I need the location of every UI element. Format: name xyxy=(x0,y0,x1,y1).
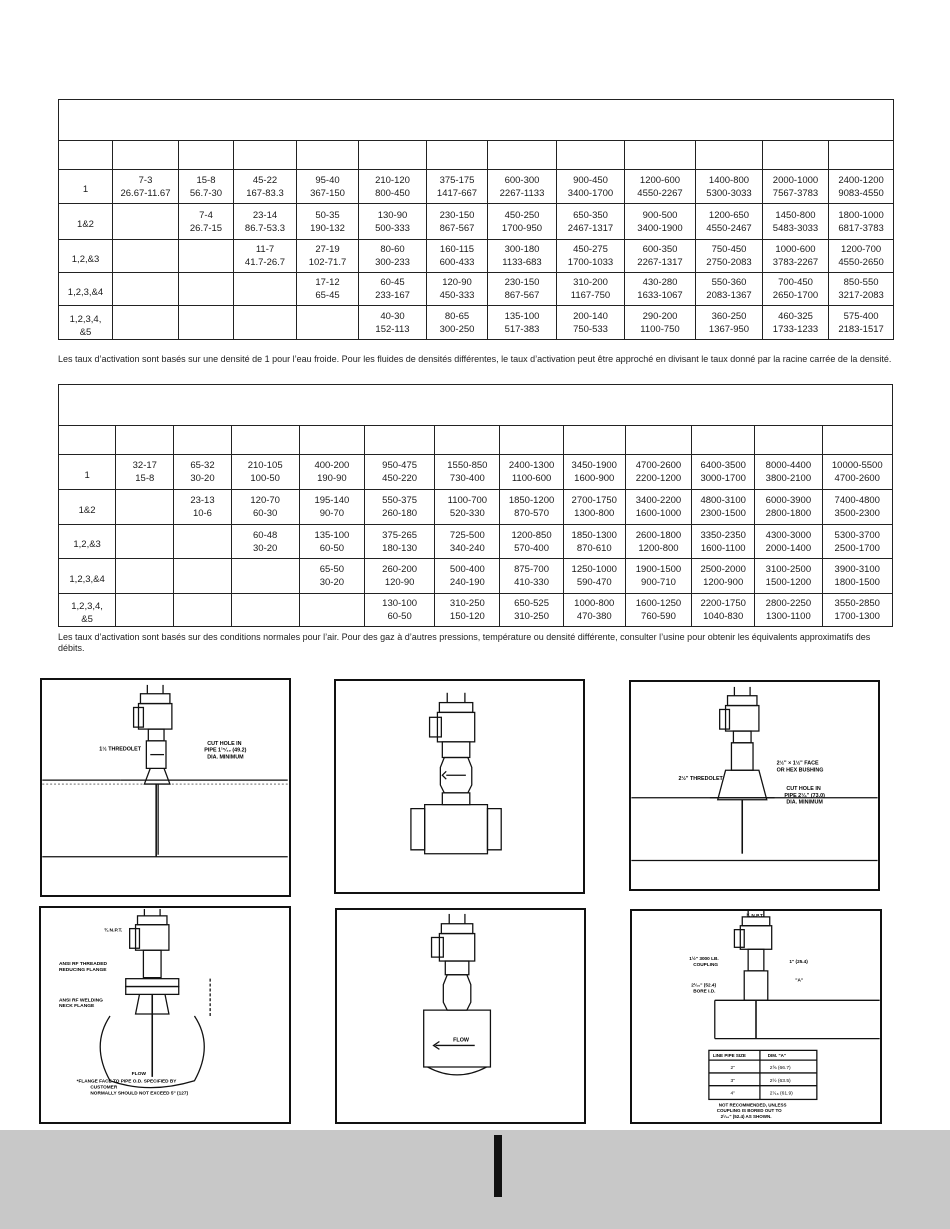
rate-cell: 310-250 150-120 xyxy=(435,594,500,627)
rate-cell: 1100-700 520-330 xyxy=(435,490,500,525)
fig6-footnote: 2¹⁄₁₆" (52.4) AS SHOWN. xyxy=(720,1114,772,1120)
header-cell xyxy=(692,426,755,455)
rate-cell: 360-250 1367-950 xyxy=(696,306,763,340)
table-row xyxy=(59,204,894,240)
fig6-label: 1" (25.4) xyxy=(789,959,808,965)
header-cell xyxy=(625,426,691,455)
flange-drawing xyxy=(41,908,289,1122)
table-row xyxy=(59,306,894,340)
rate-cell: 120-90 450-333 xyxy=(427,273,488,306)
header-cell xyxy=(174,426,231,455)
rate-cell: 27-19 102-71.7 xyxy=(297,240,359,273)
rate-cell xyxy=(234,273,297,306)
rate-cell: 725-500 340-240 xyxy=(435,525,500,559)
header-cell xyxy=(297,141,359,170)
table-row xyxy=(59,490,893,525)
rate-cell: 3350-2350 1600-1100 xyxy=(692,525,755,559)
rate-cell: 10000-5500 4700-2600 xyxy=(822,455,893,490)
rate-cell: 375-175 1417-667 xyxy=(427,170,488,204)
header-cell xyxy=(488,141,557,170)
rate-cell xyxy=(297,306,359,340)
rate-cell: 310-200 1167-750 xyxy=(557,273,625,306)
fig3-label: OR HEX BUSHING xyxy=(776,767,824,774)
rate-cell: 4300-3000 2000-1400 xyxy=(755,525,822,559)
fig3-label: 2½" × 1½" FACE xyxy=(776,760,819,767)
table-row xyxy=(59,273,894,306)
rate-cell: 120-70 60-30 xyxy=(231,490,299,525)
header-cell xyxy=(822,426,893,455)
rate-cell: 2200-1750 1040-830 xyxy=(692,594,755,627)
rate-cell: 130-100 60-50 xyxy=(365,594,435,627)
switch-count-cell: 1,2,3,&4 xyxy=(59,273,113,306)
table-row xyxy=(59,240,894,273)
rate-cell xyxy=(113,273,179,306)
rate-cell: 60-45 233-167 xyxy=(359,273,427,306)
rate-cell: 1000-800 470-380 xyxy=(563,594,625,627)
figure-coupling-install xyxy=(630,909,882,1124)
fig3-label: DIA. MINIMUM xyxy=(786,799,823,806)
rate-cell: 8000-4400 3800-2100 xyxy=(755,455,822,490)
fig3-label: PIPE 2⁷⁄₈" (73.0) xyxy=(784,792,825,799)
header-cell xyxy=(500,426,563,455)
figure-threaded-body xyxy=(334,679,585,894)
fig6-table-cell: 3" xyxy=(730,1078,735,1084)
rate-cell: 6400-3500 3000-1700 xyxy=(692,455,755,490)
rate-cell xyxy=(116,559,174,594)
rate-cell xyxy=(179,273,234,306)
rate-cell: 2000-1000 7567-3783 xyxy=(763,170,829,204)
fig6-table-header: LINE PIPE SIZE xyxy=(712,1053,746,1059)
rate-cell: 3900-3100 1800-1500 xyxy=(822,559,893,594)
rate-cell: 4700-2600 2200-1200 xyxy=(625,455,691,490)
rate-cell: 95-40 367-150 xyxy=(297,170,359,204)
rate-cell: 1800-1000 6817-3783 xyxy=(829,204,894,240)
fig4-label: FLOW xyxy=(131,1071,147,1077)
rate-cell: 1250-1000 590-470 xyxy=(563,559,625,594)
header-cell xyxy=(231,426,299,455)
table-row xyxy=(59,525,893,559)
rate-cell: 1400-800 5300-3033 xyxy=(696,170,763,204)
rate-cell: 210-105 100-50 xyxy=(231,455,299,490)
rate-cell: 32-17 15-8 xyxy=(116,455,174,490)
rate-cell: 2800-2250 1300-1100 xyxy=(755,594,822,627)
fig4-label: ANSI RF WELDING xyxy=(58,998,103,1004)
fig1-label: CUT HOLE IN xyxy=(207,740,242,747)
rate-cell: 950-475 450-220 xyxy=(365,455,435,490)
rate-cell: 160-115 600-433 xyxy=(427,240,488,273)
switch-count-cell: 1 xyxy=(59,455,116,490)
switch-count-cell: 1&2 xyxy=(59,204,113,240)
fig6-label: COUPLING xyxy=(693,961,719,967)
rate-cell xyxy=(299,594,364,627)
rate-cell: 135-100 517-383 xyxy=(488,306,557,340)
header-cell xyxy=(59,141,113,170)
rate-cell xyxy=(116,594,174,627)
rate-cell: 460-325 1733-1233 xyxy=(763,306,829,340)
rate-cell: 575-400 2183-1517 xyxy=(829,306,894,340)
rate-cell: 3450-1900 1600-900 xyxy=(563,455,625,490)
rate-cell: 1200-600 4550-2267 xyxy=(625,170,696,204)
table-row xyxy=(59,170,894,204)
rate-cell: 1200-850 570-400 xyxy=(500,525,563,559)
gas-table-note: Les taux d’activation sont basés sur des conditions normales pour l’air. Pour des gaz à d’autres pressions, température ou densité différente, consulter l’usine pour obtenir les équivalents approximatifs des débits. xyxy=(58,632,871,653)
switch-count-cell: 1,2,3,4, &5 xyxy=(59,594,116,627)
switch-count-cell: 1,2,3,4, &5 xyxy=(59,306,113,340)
liquid-rate-table xyxy=(58,99,894,340)
rate-cell xyxy=(174,594,231,627)
switch-count-cell: 1&2 xyxy=(59,490,116,525)
fig4-label: NORMALLY SHOULD NOT EXCEED 5" (127) xyxy=(90,1090,189,1096)
rate-cell: 200-140 750-533 xyxy=(557,306,625,340)
coupling-drawing xyxy=(632,911,880,1122)
rate-cell: 4800-3100 2300-1500 xyxy=(692,490,755,525)
rate-cell: 3400-2200 1600-1000 xyxy=(625,490,691,525)
rate-cell: 2700-1750 1300-800 xyxy=(563,490,625,525)
rate-cell: 23-14 86.7-53.3 xyxy=(234,204,297,240)
rate-cell: 450-250 1700-950 xyxy=(488,204,557,240)
fig6-table-header: DIM. "A" xyxy=(767,1053,787,1059)
rate-cell: 65-32 30-20 xyxy=(174,455,231,490)
fig6-footnote: NOT RECOMMENDED, UNLESS xyxy=(718,1102,787,1108)
threaded-body-drawing xyxy=(336,681,583,892)
fig6-footnote: COUPLING IS BORED OUT TO xyxy=(716,1108,782,1114)
rate-cell: 1850-1200 870-570 xyxy=(500,490,563,525)
header-cell xyxy=(359,141,427,170)
rate-cell xyxy=(234,306,297,340)
rate-cell: 2400-1200 9083-4550 xyxy=(829,170,894,204)
liquid-table-note: Les taux d’activation sont basés sur une densité de 1 pour l’eau froide. Pour les fluides de densités différentes, le taux d’activation peut être approché en divisant le taux donné par la racine carrée de la densité. xyxy=(58,354,892,364)
table-row xyxy=(59,594,893,627)
rate-cell: 3100-2500 1500-1200 xyxy=(755,559,822,594)
rate-cell xyxy=(174,525,231,559)
rate-cell: 450-275 1700-1033 xyxy=(557,240,625,273)
thredolet-drawing xyxy=(42,680,289,895)
rate-cell: 230-150 867-567 xyxy=(427,204,488,240)
thredolet-bushing-drawing xyxy=(631,682,878,889)
rate-cell: 1850-1300 870-610 xyxy=(563,525,625,559)
table-title-cell xyxy=(59,100,894,141)
rate-cell: 2500-2000 1200-900 xyxy=(692,559,755,594)
fig6-table-cell: 2⁷⁄₁₆ (61.9) xyxy=(769,1091,793,1097)
fig4-label: *FLANGE FACE TO PIPE O.D. SPECIFIED BY xyxy=(76,1078,177,1084)
fig6-label: "A" xyxy=(795,977,804,983)
fig6-label: 2¹⁄₁₆" (52.4) xyxy=(691,982,717,988)
header-cell xyxy=(696,141,763,170)
rate-cell: 600-300 2267-1133 xyxy=(488,170,557,204)
fig3-label: 2½" THREDOLET xyxy=(678,776,723,783)
header-cell xyxy=(179,141,234,170)
rate-cell: 650-350 2467-1317 xyxy=(557,204,625,240)
rate-cell xyxy=(179,306,234,340)
fig4-label: ¾ N.P.T. xyxy=(104,928,123,934)
rate-cell: 260-200 120-90 xyxy=(365,559,435,594)
fig4-label: ANSI RF THREADED xyxy=(58,961,108,967)
rate-cell: 400-200 190-90 xyxy=(299,455,364,490)
header-cell xyxy=(59,426,116,455)
rate-cell: 1550-850 730-400 xyxy=(435,455,500,490)
rate-cell: 900-450 3400-1700 xyxy=(557,170,625,204)
rate-cell: 7400-4800 3500-2300 xyxy=(822,490,893,525)
header-cell xyxy=(116,426,174,455)
rate-cell: 650-525 310-250 xyxy=(500,594,563,627)
rate-cell: 1450-800 5483-3033 xyxy=(763,204,829,240)
header-cell xyxy=(113,141,179,170)
flow-body-drawing xyxy=(337,910,584,1122)
rate-cell: 135-100 60-50 xyxy=(299,525,364,559)
figure-flange-install xyxy=(39,906,291,1124)
figure-thredolet-install xyxy=(40,678,291,897)
rate-cell: 210-120 800-450 xyxy=(359,170,427,204)
rate-cell: 1900-1500 900-710 xyxy=(625,559,691,594)
rate-cell xyxy=(116,490,174,525)
rate-cell: 45-22 167-83.3 xyxy=(234,170,297,204)
fig4-label: REDUCING FLANGE xyxy=(58,967,107,973)
rate-cell xyxy=(116,525,174,559)
fig4-label: CUSTOMER xyxy=(90,1084,118,1090)
fig1-label: 1½ THREDOLET xyxy=(99,746,142,753)
figure-flow-body xyxy=(335,908,586,1124)
rate-cell: 60-48 30-20 xyxy=(231,525,299,559)
fig5-label: FLOW xyxy=(453,1037,469,1044)
header-cell xyxy=(299,426,364,455)
header-cell xyxy=(427,141,488,170)
rate-cell: 300-180 1133-683 xyxy=(488,240,557,273)
figure-thredolet-bushing xyxy=(629,680,880,891)
fig6-label: ¾ N.P.T. xyxy=(746,912,764,918)
footer-divider xyxy=(494,1135,502,1197)
rate-cell: 1600-1250 760-590 xyxy=(625,594,691,627)
fig6-label: 1½" 3000 LB. xyxy=(689,956,719,962)
rate-cell: 375-265 180-130 xyxy=(365,525,435,559)
rate-cell: 900-500 3400-1900 xyxy=(625,204,696,240)
header-cell xyxy=(755,426,822,455)
fig1-label: PIPE 1¹⁵⁄₁₆ (49.2) xyxy=(204,747,247,754)
rate-cell: 65-50 30-20 xyxy=(299,559,364,594)
header-cell xyxy=(763,141,829,170)
header-cell xyxy=(563,426,625,455)
fig6-label: BORE I.D. xyxy=(693,988,716,994)
header-cell xyxy=(557,141,625,170)
rate-cell: 875-700 410-330 xyxy=(500,559,563,594)
rate-cell: 550-375 260-180 xyxy=(365,490,435,525)
fig6-table-cell: 2½ (63.5) xyxy=(769,1078,791,1084)
rate-cell: 230-150 867-567 xyxy=(488,273,557,306)
header-cell xyxy=(365,426,435,455)
rate-cell: 700-450 2650-1700 xyxy=(763,273,829,306)
fig6-table-cell: 4" xyxy=(730,1091,735,1097)
rate-cell: 50-35 190-132 xyxy=(297,204,359,240)
gas-rate-table xyxy=(58,384,893,627)
table-row xyxy=(59,559,893,594)
rate-cell: 80-65 300-250 xyxy=(427,306,488,340)
rate-cell: 2400-1300 1100-600 xyxy=(500,455,563,490)
rate-cell: 550-360 2083-1367 xyxy=(696,273,763,306)
rate-cell: 1200-650 4550-2467 xyxy=(696,204,763,240)
rate-cell: 5300-3700 2500-1700 xyxy=(822,525,893,559)
fig3-label: CUT HOLE IN xyxy=(786,785,821,792)
rate-cell: 2600-1800 1200-800 xyxy=(625,525,691,559)
rate-cell: 80-60 300-233 xyxy=(359,240,427,273)
rate-cell: 17-12 65-45 xyxy=(297,273,359,306)
header-cell xyxy=(435,426,500,455)
rate-cell: 7-3 26.67-11.67 xyxy=(113,170,179,204)
rate-cell: 11-7 41.7-26.7 xyxy=(234,240,297,273)
header-cell xyxy=(829,141,894,170)
rate-cell xyxy=(231,594,299,627)
fig6-table-cell: 2⅝ (66.7) xyxy=(769,1066,791,1072)
header-cell xyxy=(625,141,696,170)
switch-count-cell: 1,2,&3 xyxy=(59,240,113,273)
rate-cell: 1200-700 4550-2650 xyxy=(829,240,894,273)
rate-cell: 40-30 152-113 xyxy=(359,306,427,340)
switch-count-cell: 1,2,&3 xyxy=(59,525,116,559)
rate-cell xyxy=(113,240,179,273)
rate-cell xyxy=(113,204,179,240)
rate-cell: 195-140 90-70 xyxy=(299,490,364,525)
rate-cell: 6000-3900 2800-1800 xyxy=(755,490,822,525)
rate-cell: 850-550 3217-2083 xyxy=(829,273,894,306)
rate-cell: 23-13 10-6 xyxy=(174,490,231,525)
switch-count-cell: 1,2,3,&4 xyxy=(59,559,116,594)
table-row xyxy=(59,455,893,490)
rate-cell: 750-450 2750-2083 xyxy=(696,240,763,273)
fig4-label: NECK FLANGE xyxy=(58,1004,95,1010)
rate-cell: 290-200 1100-750 xyxy=(625,306,696,340)
header-cell xyxy=(234,141,297,170)
rate-cell: 7-4 26.7-15 xyxy=(179,204,234,240)
rate-cell xyxy=(179,240,234,273)
rate-cell: 130-90 500-333 xyxy=(359,204,427,240)
rate-cell: 600-350 2267-1317 xyxy=(625,240,696,273)
fig6-table-cell: 2" xyxy=(730,1066,735,1072)
rate-cell xyxy=(113,306,179,340)
table-title-cell xyxy=(59,385,893,426)
rate-cell: 1000-600 3783-2267 xyxy=(763,240,829,273)
rate-cell: 15-8 56.7-30 xyxy=(179,170,234,204)
page-footer xyxy=(0,1130,950,1229)
rate-cell: 500-400 240-190 xyxy=(435,559,500,594)
rate-cell xyxy=(231,559,299,594)
rate-cell: 3550-2850 1700-1300 xyxy=(822,594,893,627)
switch-count-cell: 1 xyxy=(59,170,113,204)
rate-cell: 430-280 1633-1067 xyxy=(625,273,696,306)
rate-cell xyxy=(174,559,231,594)
fig1-label: DIA. MINIMUM xyxy=(207,754,244,761)
